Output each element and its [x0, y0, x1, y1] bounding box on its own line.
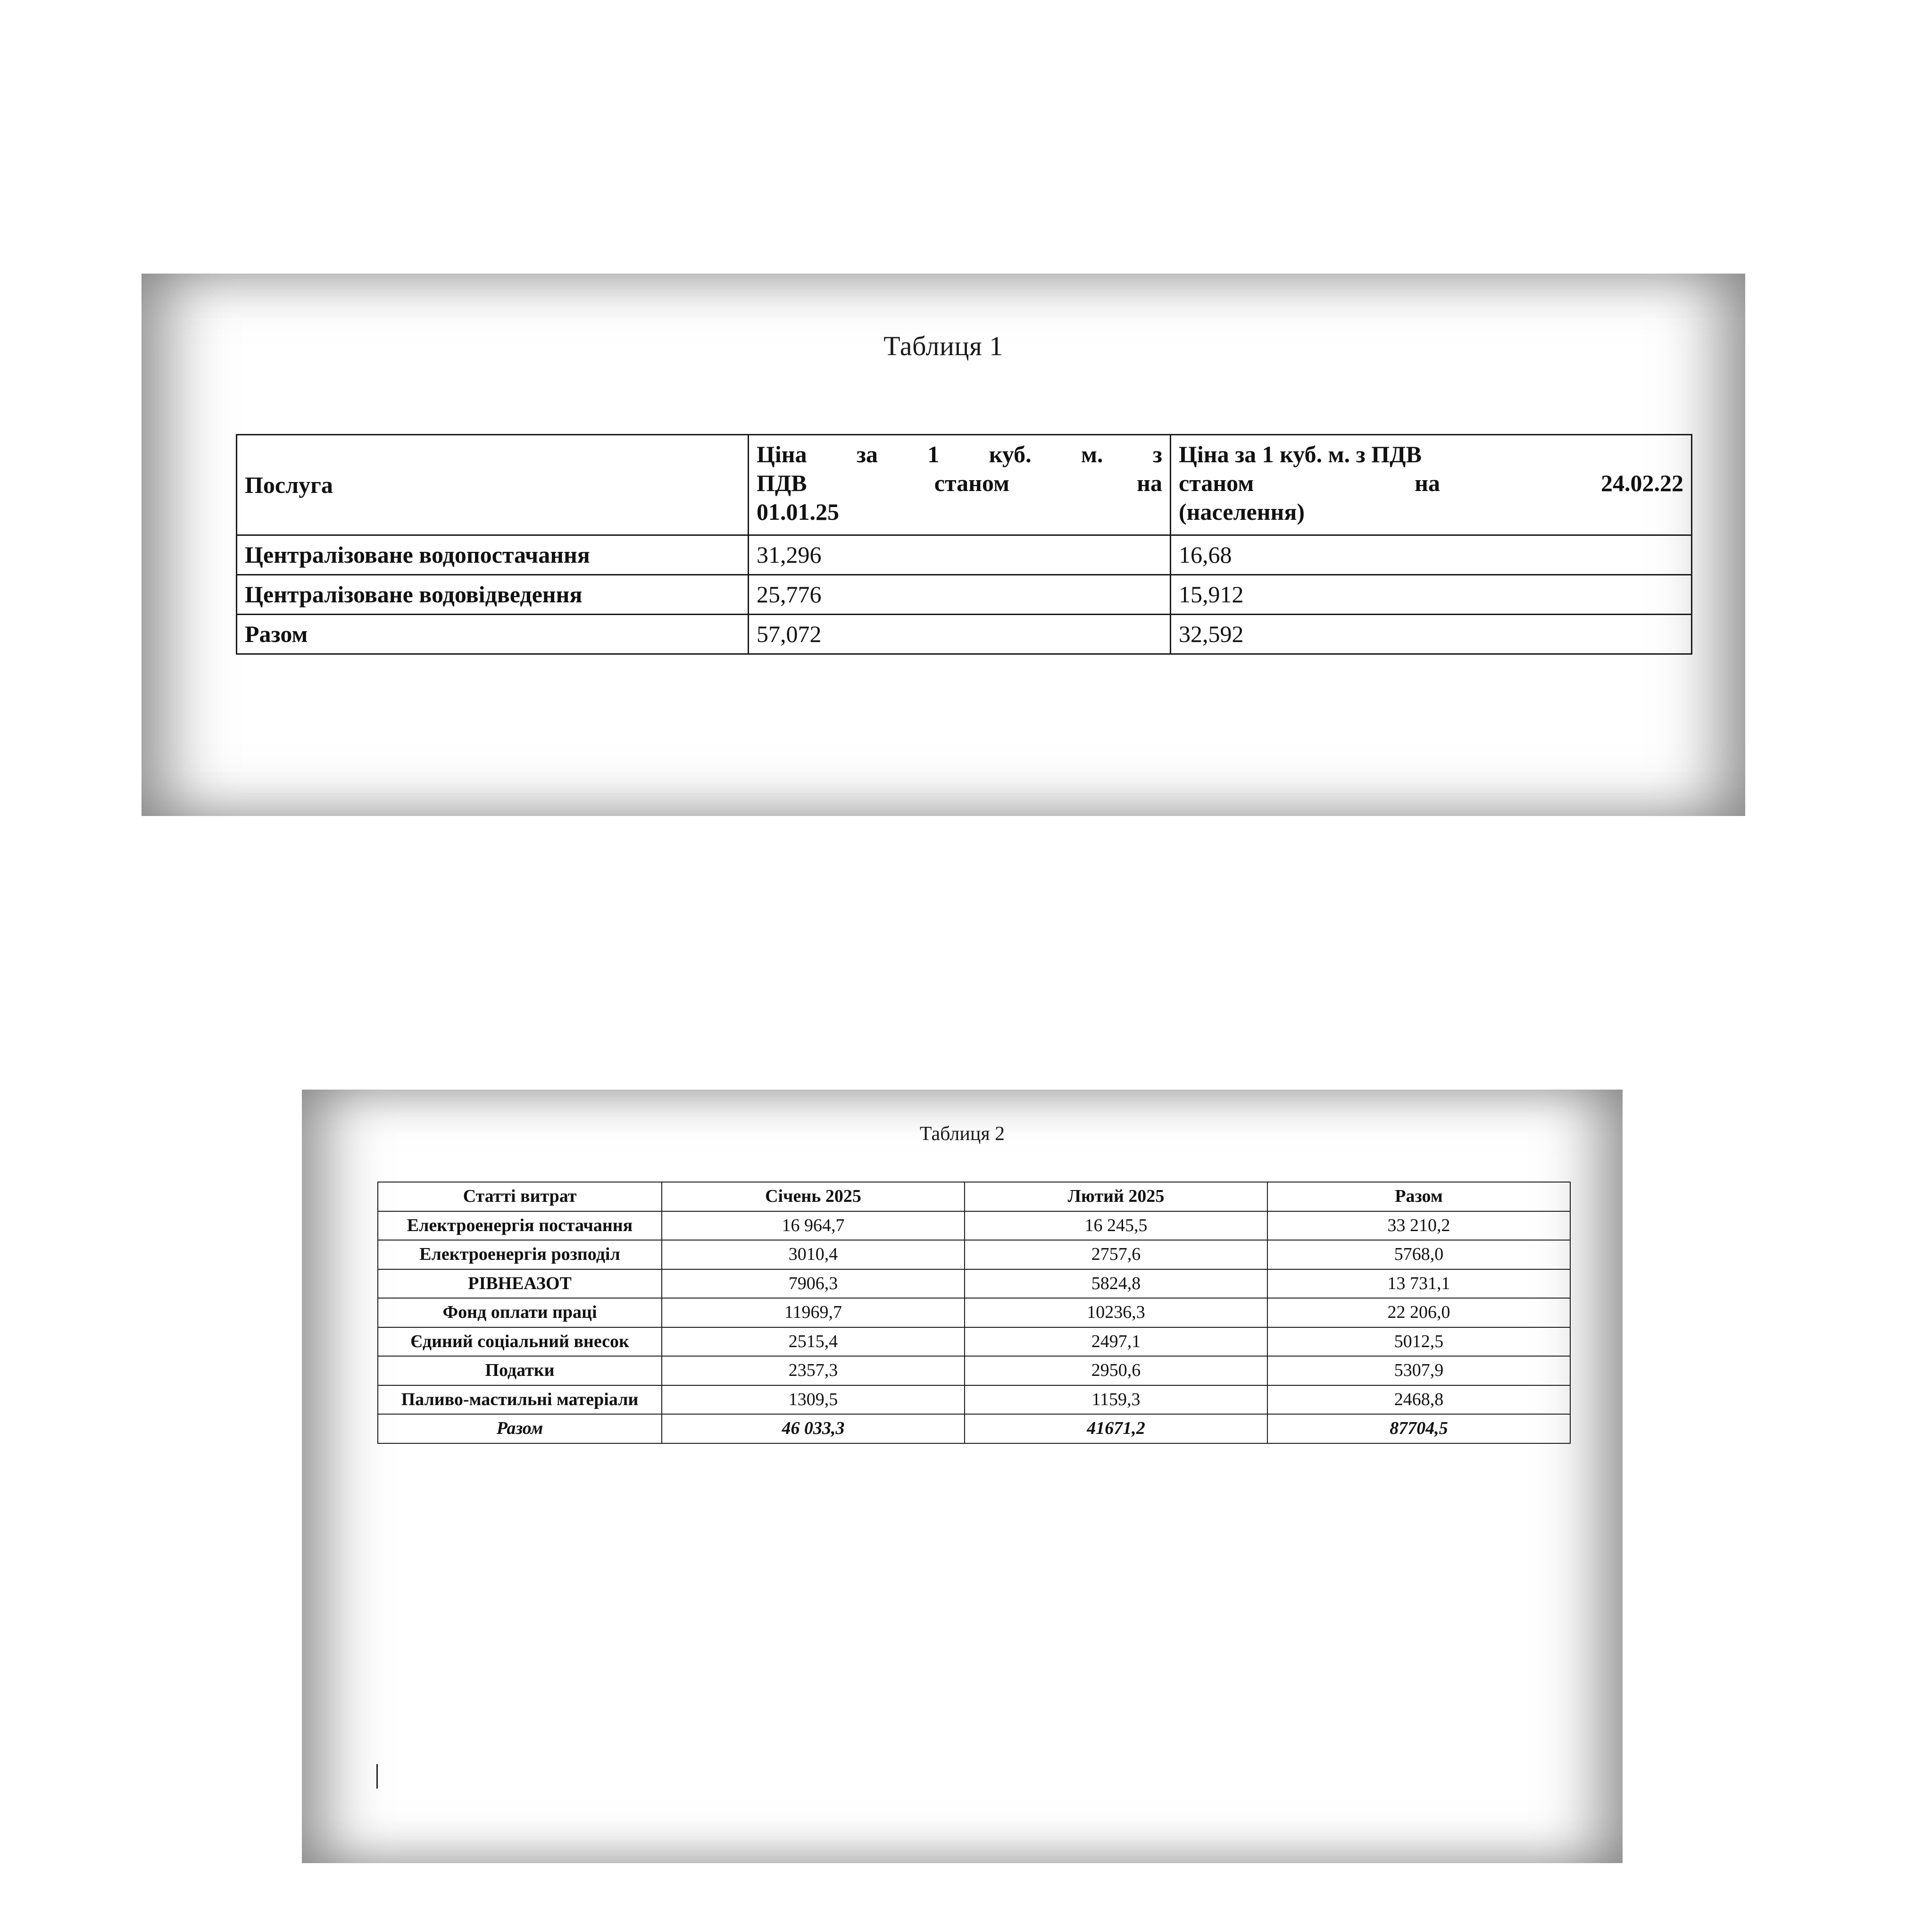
table2-row4-feb: 2497,1 — [965, 1327, 1267, 1357]
table1-header-price-2025-line2: ПДВ станом на — [757, 470, 1162, 496]
table1-header-price-2022 — [1171, 435, 1692, 535]
table2-header-january: Січень 2025 — [662, 1182, 965, 1211]
table-row — [378, 1269, 1570, 1299]
table2-row5-item: Податки — [378, 1356, 662, 1385]
table2-row0-total: 33 210,2 — [1267, 1211, 1570, 1241]
table2-total-item: Разом — [378, 1414, 662, 1443]
table2-total-jan: 46 033,3 — [662, 1414, 965, 1443]
table2-header-item: Статті витрат — [378, 1182, 662, 1211]
table1-header-price-2022-line3: (населення) — [1179, 499, 1305, 525]
table1-header-row — [237, 435, 1692, 535]
table-row — [378, 1385, 1570, 1415]
table2-row6-total: 2468,8 — [1267, 1385, 1570, 1415]
table2-row1-item: Електроенергія розподіл — [378, 1240, 662, 1269]
table1 — [236, 434, 1692, 655]
table2-row2-jan: 7906,3 — [662, 1269, 965, 1299]
table2-row5-total: 5307,9 — [1267, 1356, 1570, 1385]
table-row — [378, 1240, 1570, 1269]
table-row — [378, 1327, 1570, 1357]
table1-row2-service: Разом — [237, 615, 749, 654]
table1-image-block — [142, 274, 1745, 816]
table2 — [377, 1182, 1571, 1444]
table1-header-price-2022-line1: Ціна за 1 куб. м. з ПДВ — [1179, 441, 1422, 467]
table2-row5-feb: 2950,6 — [965, 1356, 1267, 1385]
table2-row5-jan: 2357,3 — [662, 1356, 965, 1385]
table1-row2-price-2022: 32,592 — [1171, 615, 1692, 654]
table2-caption: Таблиця 2 — [919, 1123, 1005, 1145]
table2-row3-feb: 10236,3 — [965, 1298, 1267, 1327]
table1-row1-price-2022: 15,912 — [1171, 575, 1692, 615]
table2-row0-jan: 16 964,7 — [662, 1211, 965, 1241]
table1-row2-price-2025: 57,072 — [749, 615, 1171, 654]
table1-row0-price-2025: 31,296 — [749, 535, 1171, 575]
table1-caption: Таблиця 1 — [883, 331, 1003, 361]
table2-container — [377, 1182, 1533, 1444]
table2-total-row — [378, 1414, 1570, 1443]
table2-row3-item: Фонд оплати праці — [378, 1298, 662, 1327]
table1-header-price-2025-line3: 01.01.25 — [757, 499, 839, 525]
table1-row0-price-2022: 16,68 — [1171, 535, 1692, 575]
table2-row1-total: 5768,0 — [1267, 1240, 1570, 1269]
text-cursor — [376, 1764, 378, 1789]
table2-row6-item: Паливо-мастильні матеріали — [378, 1385, 662, 1415]
table1-header-service: Послуга — [237, 435, 749, 535]
table-row — [237, 615, 1692, 654]
table2-row4-item: Єдиний соціальний внесок — [378, 1327, 662, 1357]
table2-header-row — [378, 1182, 1570, 1211]
table2-image-block — [302, 1090, 1623, 1863]
table1-row0-service: Централізоване водопостачання — [237, 535, 749, 575]
table2-row0-feb: 16 245,5 — [965, 1211, 1267, 1241]
table2-row4-total: 5012,5 — [1267, 1327, 1570, 1357]
table2-row6-jan: 1309,5 — [662, 1385, 965, 1415]
table-row — [378, 1298, 1570, 1327]
table2-header-february: Лютий 2025 — [965, 1182, 1267, 1211]
table2-row0-item: Електроенергія постачання — [378, 1211, 662, 1241]
table2-row3-total: 22 206,0 — [1267, 1298, 1570, 1327]
table2-row2-total: 13 731,1 — [1267, 1269, 1570, 1299]
table2-row6-feb: 1159,3 — [965, 1385, 1267, 1415]
table1-header-price-2025 — [749, 435, 1171, 535]
table1-row1-service: Централізоване водовідведення — [237, 575, 749, 615]
table2-total-total: 87704,5 — [1267, 1414, 1570, 1443]
table1-row1-price-2025: 25,776 — [749, 575, 1171, 615]
table2-row1-feb: 2757,6 — [965, 1240, 1267, 1269]
table1-container — [236, 434, 1683, 655]
table1-header-price-2025-line1: Ціна за 1 куб. м. з — [757, 441, 1162, 467]
table2-row3-jan: 11969,7 — [662, 1298, 965, 1327]
table-row — [378, 1211, 1570, 1241]
table1-header-price-2022-line2: станом на 24.02.22 — [1179, 470, 1683, 496]
table2-total-feb: 41671,2 — [965, 1414, 1267, 1443]
table-row — [378, 1356, 1570, 1385]
table-row — [237, 535, 1692, 575]
table2-row4-jan: 2515,4 — [662, 1327, 965, 1357]
table2-row2-item: РІВНЕАЗОТ — [378, 1269, 662, 1299]
table2-header-total: Разом — [1267, 1182, 1570, 1211]
table2-row2-feb: 5824,8 — [965, 1269, 1267, 1299]
table-row — [237, 575, 1692, 615]
table2-row1-jan: 3010,4 — [662, 1240, 965, 1269]
